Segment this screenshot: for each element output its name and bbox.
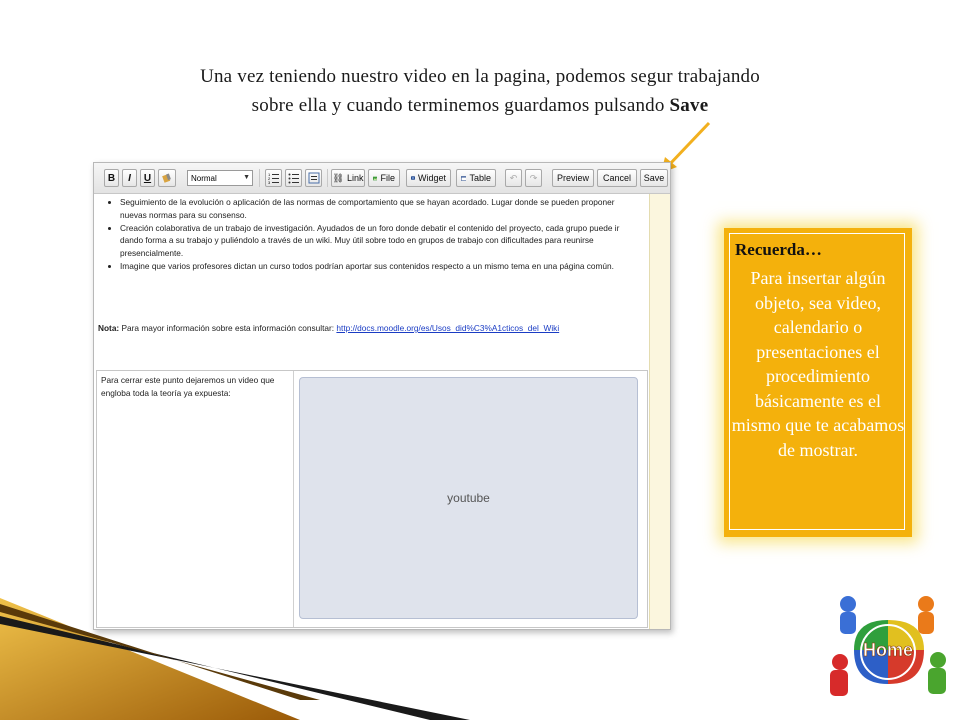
italic-button[interactable]: I (122, 169, 137, 187)
caption-line-2-text: sobre ella y cuando terminemos guardamos pulsando (251, 95, 665, 116)
svg-text:3: 3 (267, 180, 270, 184)
nota-text: Para mayor información sobre esta información consultar: (121, 323, 335, 333)
ordered-list-button[interactable] (265, 169, 282, 187)
redo-icon: ↷ (529, 172, 538, 183)
table-cell-text: Para cerrar este punto dejaremos un video que engloba toda la teoría ya expuesta: (97, 371, 294, 627)
note-paragraph (98, 322, 598, 335)
clear-format-button[interactable] (158, 169, 176, 187)
reminder-title: Recuerda… (735, 240, 822, 259)
caption-save-word: Save (669, 95, 709, 116)
format-select-value: Normal (191, 173, 217, 183)
table-button-label: Table (469, 173, 491, 183)
editor-toolbar (94, 163, 670, 194)
video-placeholder-label: youtube (447, 491, 490, 505)
redo-button[interactable] (525, 169, 542, 187)
save-button[interactable]: Save (640, 169, 668, 187)
chevron-down-icon: ▼ (243, 174, 250, 181)
widget-button[interactable] (406, 169, 451, 187)
table-cell-video (295, 371, 647, 627)
bold-button[interactable]: B (104, 169, 119, 187)
instruction-caption (100, 62, 860, 120)
svg-text:1: 1 (267, 172, 270, 177)
home-button[interactable] (826, 592, 954, 714)
underline-button[interactable]: U (140, 169, 155, 187)
widget-button-label: Widget (417, 173, 446, 183)
table-icon (461, 174, 466, 183)
wiki-editor-screenshot (93, 162, 671, 630)
home-button-label: Home (862, 640, 914, 660)
editor-content-area[interactable] (94, 194, 650, 629)
caption-line-1: Una vez teniendo nuestro video en la pagina, podemos segur trabajando (200, 66, 760, 87)
eraser-icon (161, 172, 173, 184)
widget-icon (411, 173, 415, 183)
file-button-label: File (380, 173, 395, 183)
list-item: • Imagine que varios profesores dictan un curso todos podrían aportar sus contenidos respecto a un mismo tema en una página común. (120, 260, 640, 273)
moodle-docs-link[interactable]: http://docs.moodle.org/es/Usos_did%C3%A1cticos_del_Wiki (336, 323, 560, 333)
toolbar-divider (259, 169, 260, 187)
caption-line-2 (100, 91, 860, 120)
indent-button[interactable] (305, 169, 322, 187)
indent-icon (308, 172, 320, 184)
list-item: • Creación colaborativa de un trabajo de investigación. Ayudados de un foro donde debatir el contenido del proyecto, cada grupo puede ir dando forma a su trabajo y puliéndolo a través de un wiki. Muy útil sobre todo en grupos de trabajo con dificultades para reunirse presencialmente. (120, 222, 640, 260)
cancel-button[interactable]: Cancel (597, 169, 637, 187)
table-button[interactable] (456, 169, 496, 187)
youtube-video-embed[interactable] (299, 377, 638, 619)
numbered-list-icon (268, 172, 280, 184)
undo-button[interactable] (505, 169, 522, 187)
bullet-list-button[interactable] (285, 169, 302, 187)
reminder-text: Para insertar algún objeto, sea video, calendario o presentaciones el procedimiento básicamente es el mismo que te acabamos de mostrar. (731, 268, 905, 460)
paragraph-format-select[interactable] (187, 170, 253, 186)
editor-scrollbar[interactable] (649, 194, 670, 629)
nota-label: Nota: (98, 323, 120, 333)
link-button-label: Link (346, 173, 364, 183)
chain-link-icon: ⛓ (332, 172, 344, 183)
image-file-icon (373, 174, 377, 183)
decorative-ribbon (0, 590, 470, 720)
uses-bullet-list (94, 196, 640, 273)
list-item: • Seguimiento de la evolución o aplicación de las normas de comportamiento que se hayan acordado. Lugar donde se pueden proponer nuevas normas para su consenso. (120, 196, 640, 222)
preview-button[interactable]: Preview (552, 169, 594, 187)
undo-icon: ↶ (509, 172, 518, 183)
toolbar-divider (327, 169, 328, 187)
bullet-list-icon (288, 172, 300, 184)
link-button[interactable] (331, 169, 365, 187)
file-button[interactable] (368, 169, 400, 187)
svg-text:2: 2 (267, 176, 270, 181)
